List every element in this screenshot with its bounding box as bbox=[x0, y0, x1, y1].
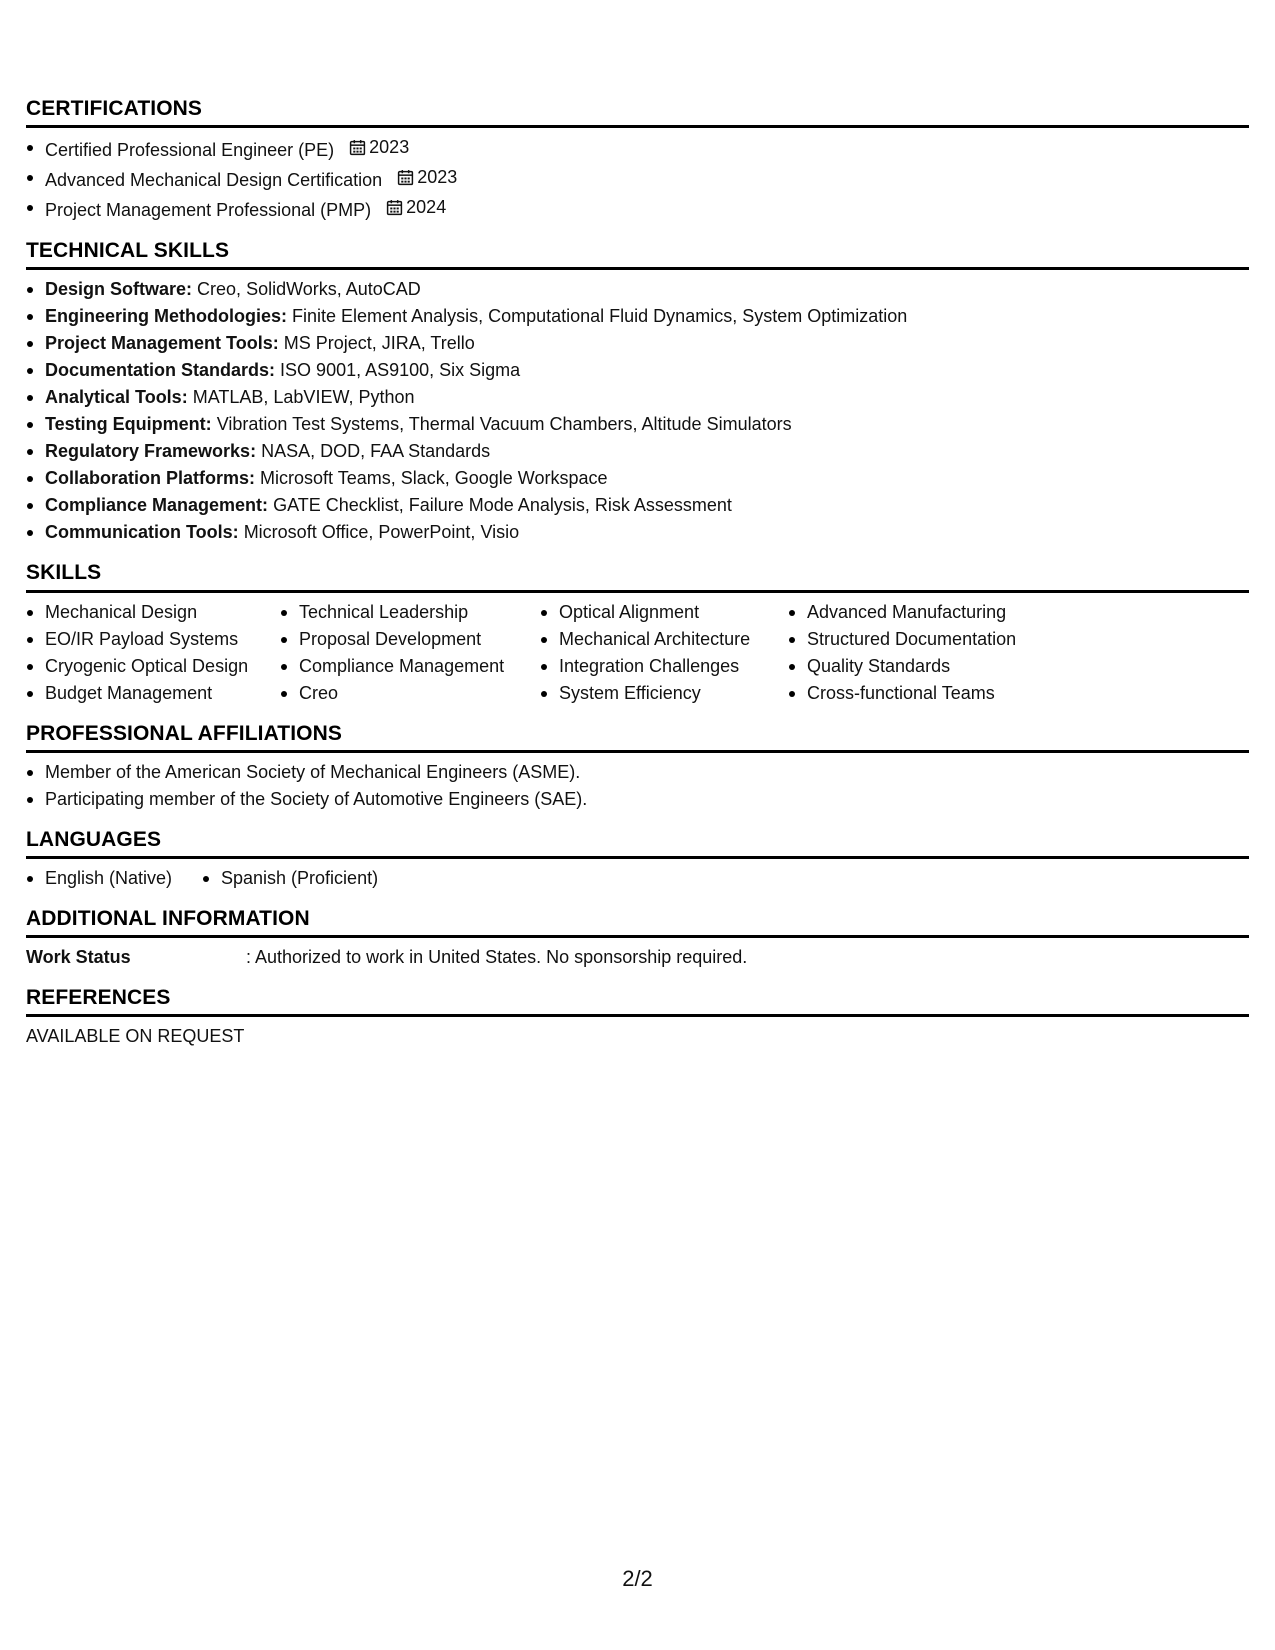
list-item: Cross-functional Teams bbox=[788, 680, 1048, 707]
list-item: Proposal Development bbox=[280, 626, 540, 653]
languages-section bbox=[26, 827, 1249, 892]
skill-category-label: Analytical Tools: bbox=[45, 387, 188, 408]
skill-category-value: MATLAB, LabVIEW, Python bbox=[192, 387, 415, 408]
skill-category-value: MS Project, JIRA, Trello bbox=[283, 333, 475, 354]
technical-skills-list bbox=[26, 276, 1249, 546]
list-item: Technical Leadership bbox=[280, 599, 540, 626]
certification-year: 2023 bbox=[369, 137, 410, 158]
list-item bbox=[26, 438, 1249, 465]
list-item: EO/IR Payload Systems bbox=[26, 626, 280, 653]
skills-column bbox=[540, 599, 788, 707]
work-status-row bbox=[26, 944, 1249, 971]
affiliations-section bbox=[26, 721, 1249, 813]
list-item bbox=[26, 519, 1249, 546]
list-item bbox=[26, 276, 1249, 303]
list-item bbox=[26, 164, 1249, 194]
work-status-value: : Authorized to work in United States. No sponsorship required. bbox=[246, 947, 748, 968]
skill-category-value: Finite Element Analysis, Computational Fluid Dynamics, System Optimization bbox=[292, 306, 908, 327]
certifications-list bbox=[26, 134, 1249, 224]
section-title-affiliations: PROFESSIONAL AFFILIATIONS bbox=[26, 721, 1249, 753]
skill-category-label: Project Management Tools: bbox=[45, 333, 279, 354]
calendar-icon bbox=[397, 169, 414, 186]
list-item bbox=[26, 303, 1249, 330]
skill-category-label: Testing Equipment: bbox=[45, 414, 212, 435]
page-number: 2/2 bbox=[622, 1566, 653, 1591]
certification-year: 2023 bbox=[417, 167, 458, 188]
skills-column bbox=[788, 599, 1048, 707]
list-item: Creo bbox=[280, 680, 540, 707]
technical-skills-section bbox=[26, 238, 1249, 546]
skills-column bbox=[280, 599, 540, 707]
list-item: Advanced Manufacturing bbox=[788, 599, 1048, 626]
list-item: Quality Standards bbox=[788, 653, 1048, 680]
list-item: English (Native) bbox=[26, 865, 202, 892]
section-title-certifications: CERTIFICATIONS bbox=[26, 96, 1249, 128]
affiliations-list bbox=[26, 759, 1249, 813]
list-item: Cryogenic Optical Design bbox=[26, 653, 280, 680]
section-title-technical-skills: TECHNICAL SKILLS bbox=[26, 238, 1249, 270]
list-item: System Efficiency bbox=[540, 680, 788, 707]
skill-category-value: Creo, SolidWorks, AutoCAD bbox=[197, 279, 421, 300]
skill-category-value: GATE Checklist, Failure Mode Analysis, Risk Assessment bbox=[273, 495, 732, 516]
skill-category-label: Design Software: bbox=[45, 279, 193, 300]
list-item: Optical Alignment bbox=[540, 599, 788, 626]
skill-category-value: Microsoft Office, PowerPoint, Visio bbox=[243, 522, 520, 543]
skill-category-value: Microsoft Teams, Slack, Google Workspace bbox=[260, 468, 608, 489]
skill-category-value: NASA, DOD, FAA Standards bbox=[261, 441, 491, 462]
list-item: Spanish (Proficient) bbox=[202, 865, 378, 892]
list-item: Member of the American Society of Mechanical Engineers (ASME). bbox=[26, 759, 1249, 786]
skill-category-label: Collaboration Platforms: bbox=[45, 468, 256, 489]
skills-grid bbox=[26, 599, 1249, 707]
skill-category-value: Vibration Test Systems, Thermal Vacuum Chambers, Altitude Simulators bbox=[216, 414, 792, 435]
list-item: Mechanical Architecture bbox=[540, 626, 788, 653]
certification-name: Advanced Mechanical Design Certification bbox=[45, 170, 383, 191]
certification-name: Certified Professional Engineer (PE) bbox=[45, 140, 335, 161]
section-title-skills: SKILLS bbox=[26, 560, 1249, 592]
skill-category-label: Compliance Management: bbox=[45, 495, 269, 516]
skill-category-label: Documentation Standards: bbox=[45, 360, 276, 381]
languages-row bbox=[26, 865, 1249, 892]
section-title-languages: LANGUAGES bbox=[26, 827, 1249, 859]
list-item: Mechanical Design bbox=[26, 599, 280, 626]
section-title-additional-info: ADDITIONAL INFORMATION bbox=[26, 906, 1249, 938]
references-section bbox=[26, 985, 1249, 1050]
section-title-references: REFERENCES bbox=[26, 985, 1249, 1017]
list-item: Budget Management bbox=[26, 680, 280, 707]
list-item: Participating member of the Society of Automotive Engineers (SAE). bbox=[26, 786, 1249, 813]
list-item: Integration Challenges bbox=[540, 653, 788, 680]
certification-year: 2024 bbox=[406, 197, 447, 218]
skills-column bbox=[26, 599, 280, 707]
list-item bbox=[26, 465, 1249, 492]
work-status-label: Work Status bbox=[26, 947, 131, 968]
additional-info-section bbox=[26, 906, 1249, 971]
list-item bbox=[26, 384, 1249, 411]
skill-category-label: Communication Tools: bbox=[45, 522, 239, 543]
list-item bbox=[26, 357, 1249, 384]
certification-name: Project Management Professional (PMP) bbox=[45, 200, 372, 221]
list-item bbox=[26, 411, 1249, 438]
references-text: AVAILABLE ON REQUEST bbox=[26, 1026, 245, 1047]
skill-category-label: Engineering Methodologies: bbox=[45, 306, 287, 327]
skill-category-value: ISO 9001, AS9100, Six Sigma bbox=[280, 360, 521, 381]
list-item: Compliance Management bbox=[280, 653, 540, 680]
calendar-icon bbox=[386, 199, 403, 216]
list-item bbox=[26, 330, 1249, 357]
certifications-section bbox=[26, 96, 1249, 224]
list-item bbox=[26, 134, 1249, 164]
list-item: Structured Documentation bbox=[788, 626, 1048, 653]
list-item bbox=[26, 492, 1249, 519]
calendar-icon bbox=[349, 139, 366, 156]
list-item bbox=[26, 194, 1249, 224]
skill-category-label: Regulatory Frameworks: bbox=[45, 441, 257, 462]
skills-section bbox=[26, 560, 1249, 706]
